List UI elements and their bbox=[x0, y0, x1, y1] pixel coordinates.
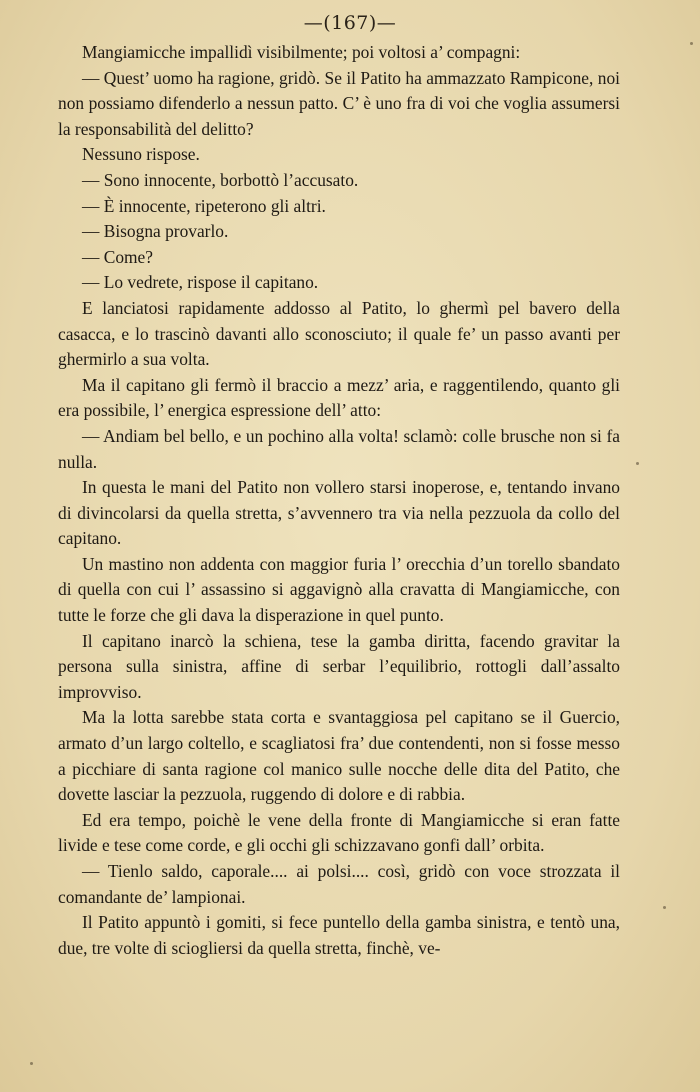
paragraph: Mangiamicche impallidì visibilmente; poi voltosi a’ compagni: bbox=[82, 42, 521, 62]
paragraph: — Andiam bel bello, e un pochino alla volta! sclamò: colle brusche non si fa nulla. bbox=[58, 425, 620, 472]
paragraph: Nessuno rispose. bbox=[82, 144, 200, 165]
paragraph: Ed era tempo, poichè le vene della fronte di Mangiamicche si eran fatte livide e tese come corde, e gli occhi gli schizzavano gonfi dall’ orbita. bbox=[58, 809, 620, 856]
paper-speck bbox=[636, 462, 639, 465]
paragraph: Un mastino non addenta con maggior furia l’ orecchia d’un torello sbandato di quella con cui l’ assassino si aggavignò alla cravatta di Mangiamicche, con tutte le forze che gli dava la disperazione in quel punto. bbox=[58, 553, 620, 626]
paragraph: — Come? bbox=[82, 246, 153, 267]
paragraph: Ma il capitano gli fermò il braccio a mezz’ aria, e raggentilendo, quanto gli era possibile, l’ energica espressione dell’ atto: bbox=[58, 374, 620, 421]
paragraph: E lanciatosi rapidamente addosso al Patito, lo ghermì pel bavero della casacca, e lo trascinò davanti allo sconosciuto; il quale fe’ un passo avanti per ghermirlo a sua volta. bbox=[58, 297, 620, 370]
paragraph: Ma la lotta sarebbe stata corta e svantaggiosa pel capitano se il Guercio, armato d’un largo coltello, e scagliatosi fra’ due contendenti, non si fosse messo a picchiare di santa ragione col manico sulle nocche delle dita del Patito, che dovette lasciar la pezzuola, ruggendo di dolore e di rabbia. bbox=[58, 707, 620, 805]
paper-speck bbox=[30, 1062, 33, 1065]
paragraph: Il Patito appuntò i gomiti, si fece puntello della gamba sinistra, e tentò una, due, tre volte di sciogliersi da quella stretta, finchè, ve- bbox=[58, 912, 620, 958]
paragraph: — Bisogna provarlo. bbox=[82, 221, 229, 242]
paragraph: Il capitano inarcò la schiena, tese la gamba diritta, facendo gravitar la persona sulla sinistra, affine di serbar l’equilibrio, rottogli dall’assalto improvviso. bbox=[58, 630, 620, 702]
paper-speck bbox=[690, 42, 693, 45]
paragraph: — Sono innocente, borbottò l’accusato. bbox=[82, 169, 359, 190]
paragraph: — Quest’ uomo ha ragione, gridò. Se il Patito ha ammazzato Rampicone, noi non possiamo difenderlo a nessun patto. C’ è uno fra di voi che voglia assumersi la responsabilità del delitto? bbox=[58, 67, 620, 139]
paper-speck bbox=[663, 906, 666, 909]
paragraph: — Lo vedrete, rispose il capitano. bbox=[82, 272, 319, 293]
page-number: —(167)— bbox=[303, 12, 397, 34]
body-text bbox=[58, 40, 620, 961]
paragraph: — È innocente, ripeterono gli altri. bbox=[82, 195, 326, 216]
paragraph: — Tienlo saldo, caporale.... ai polsi.... così, gridò con voce strozzata il comandante de’ lampionai. bbox=[58, 861, 620, 907]
paragraph: In questa le mani del Patito non vollero starsi inoperose, e, tentando invano di divincolarsi da quella stretta, s’avvennero tra via nella pezzuola da collo del capitano. bbox=[58, 477, 620, 549]
